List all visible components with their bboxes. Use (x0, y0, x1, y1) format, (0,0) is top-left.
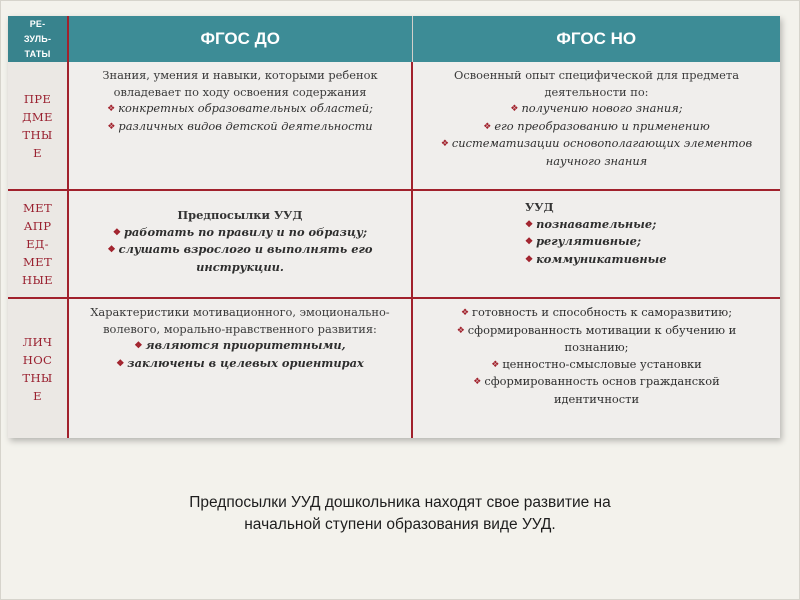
row-header-line: ЛИЧ (22, 334, 53, 349)
row-header-line: Е (33, 145, 42, 160)
row-header-line: ПРЕ (23, 91, 52, 106)
list-item-text: получению нового знания; (521, 101, 683, 115)
cell-personal-no (412, 298, 780, 438)
row-header-line: МЕТ (23, 201, 52, 215)
corner-header-results (8, 16, 68, 62)
table-row-metasubject (8, 190, 780, 298)
list-item (417, 356, 776, 374)
diamond-bullet-icon: ❖ (134, 341, 143, 351)
cell-text: Характеристики мотивационного, эмоционально- (90, 305, 390, 319)
list-item (73, 224, 407, 242)
diamond-bullet-icon: ❖ (525, 237, 534, 247)
cell-title: Предпосылки УУД (177, 208, 303, 222)
corner-line-1: РЕ- (29, 18, 46, 29)
diamond-bullet-icon: ❖ (483, 121, 492, 132)
column-header-fgos-no: ФГОС НО (412, 16, 780, 62)
list-item-text: познавательные; (536, 216, 657, 231)
list-item-text: слушать взрослого и выполнять его (118, 242, 373, 256)
diamond-bullet-icon: ❖ (440, 139, 449, 149)
list-item (73, 355, 407, 373)
diamond-bullet-icon: ❖ (525, 219, 534, 230)
cell-text: деятельности по: (544, 84, 649, 99)
list-item (73, 100, 407, 118)
list-item-text: различных видов детской деятельности (118, 118, 373, 133)
cell-personal-do (68, 298, 412, 438)
row-header-line: ЕД- (26, 237, 49, 251)
row-header-line: МЕТ (23, 255, 52, 269)
list-item-text: конкретных образовательных областей; (118, 101, 373, 115)
corner-line-2: ЗУЛЬ- (23, 33, 52, 44)
diamond-bullet-icon: ❖ (107, 121, 116, 132)
cell-subject-do (68, 62, 412, 190)
list-item (417, 100, 776, 118)
row-header-line: ТНЫ (22, 127, 53, 142)
list-item-continuation: идентичности (553, 391, 640, 406)
cell-text: Освоенный опыт специфической для предмета (454, 68, 739, 82)
list-item-continuation: инструкции. (196, 259, 284, 274)
table-header-row (8, 16, 780, 62)
cell-subject-no (412, 62, 780, 190)
list-item (417, 135, 776, 153)
caption-line-2: начальной ступени образования виде УУД. (244, 516, 556, 533)
list-item-continuation: научного знания (545, 153, 648, 168)
row-header-line: АПР (23, 219, 52, 233)
list-item-text: сформированность основ гражданской (484, 374, 720, 388)
list-item (417, 373, 776, 391)
list-item-text: регулятивные; (536, 234, 642, 248)
list-item-text: систематизации основополагающих элементов (451, 136, 753, 150)
diamond-bullet-icon: ❖ (107, 104, 116, 114)
list-item-text: его преобразованию и применению (494, 118, 710, 133)
cell-title: УУД (525, 200, 554, 214)
list-item-text: ценностно-смысловые установки (502, 356, 702, 371)
table-row-personal (8, 298, 780, 438)
list-item-continuation: познанию; (564, 340, 629, 354)
list-item (525, 216, 776, 234)
diamond-bullet-icon: ❖ (473, 377, 482, 387)
list-item (73, 337, 407, 355)
table-row-subject (8, 62, 780, 190)
list-item (417, 118, 776, 136)
row-header-line: НОС (22, 352, 53, 367)
caption-line-1: Предпосылки УУД дошкольника находят свое развитие на (189, 494, 611, 511)
list-item (525, 233, 776, 251)
cell-text: овладевает по ходу освоения содержания (113, 84, 367, 99)
diamond-bullet-icon: ❖ (116, 358, 125, 369)
list-item-text: коммуникативные (536, 251, 667, 266)
diamond-bullet-icon: ❖ (460, 308, 470, 318)
list-item-text: готовность и способность к саморазвитию; (472, 305, 733, 319)
row-header-line: ДМЕ (22, 109, 53, 124)
diamond-bullet-icon: ❖ (456, 325, 465, 336)
list-item-text: работать по правилу и по образцу; (123, 224, 368, 239)
diamond-bullet-icon: ❖ (510, 104, 519, 114)
row-header-line: ТНЫ (22, 370, 53, 385)
row-header-subject (8, 62, 68, 190)
list-item-text: сформированность мотивации к обучению и (467, 322, 737, 337)
list-item (525, 251, 776, 269)
corner-line-3: ТАТЫ (24, 48, 51, 59)
list-item (73, 241, 407, 259)
row-header-personal (8, 298, 68, 438)
list-item-text: заключены в целевых ориентирах (127, 355, 364, 370)
row-header-line: НЫЕ (22, 273, 53, 287)
column-header-fgos-do: ФГОС ДО (68, 16, 412, 62)
diamond-bullet-icon: ❖ (491, 359, 500, 370)
comparison-table (8, 16, 780, 438)
cell-text: волевого, морально-нравственного развития: (103, 321, 377, 336)
list-item (73, 118, 407, 136)
cell-metasubject-no (412, 190, 780, 298)
row-header-metasubject (8, 190, 68, 298)
cell-text: Знания, умения и навыки, которыми ребенок (102, 68, 378, 82)
slide-caption (100, 492, 700, 536)
cell-metasubject-do (68, 190, 412, 298)
list-item (417, 304, 776, 322)
diamond-bullet-icon: ❖ (107, 245, 116, 255)
list-item (417, 322, 776, 340)
list-item-text: являются приоритетными, (145, 338, 346, 352)
diamond-bullet-icon: ❖ (525, 254, 534, 265)
diamond-bullet-icon: ❖ (112, 227, 121, 238)
row-header-line: Е (33, 388, 42, 403)
